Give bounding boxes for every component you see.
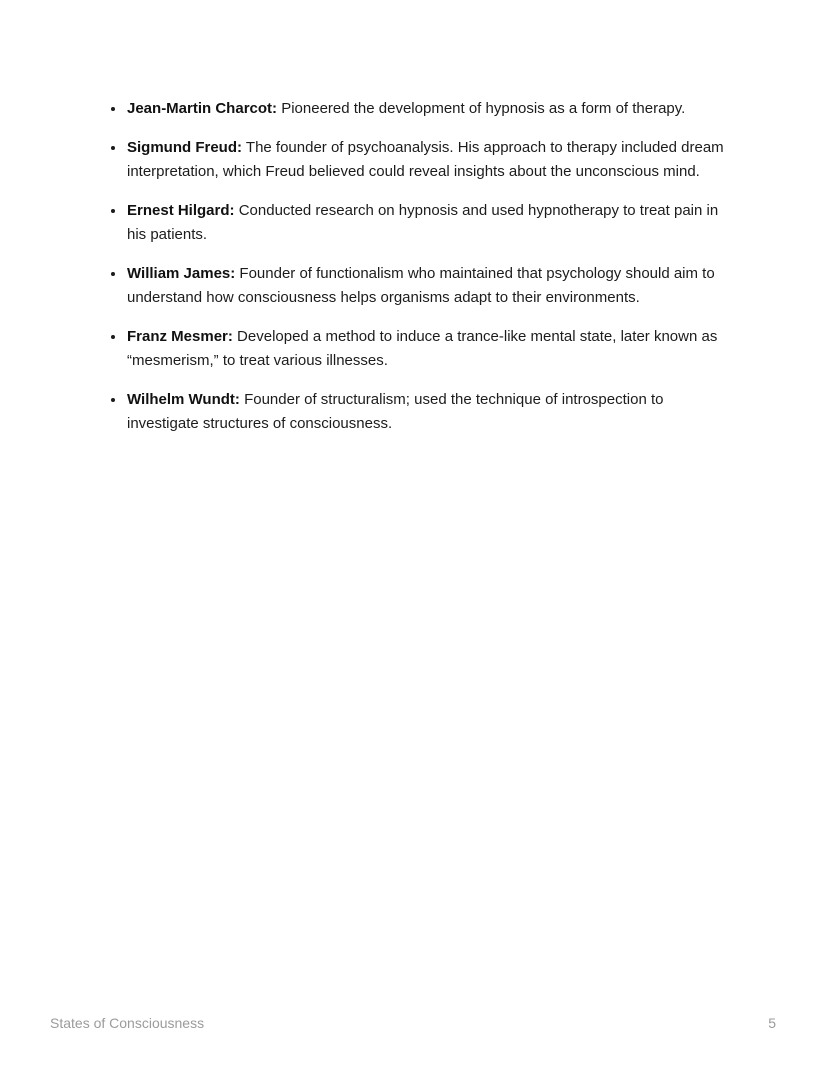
list-item	[126, 325, 731, 373]
term-description: The founder of psychoanalysis. His approach to therapy included dream interpretation, which Freud believed could reveal insights about the unconscious mind.	[127, 139, 724, 180]
list-item	[126, 97, 731, 121]
term-label: Ernest Hilgard:	[127, 202, 235, 219]
page-footer	[50, 1015, 776, 1031]
term-description: Founder of functionalism who maintained that psychology should aim to understand how consciousness helps organisms adapt to their environments.	[127, 265, 715, 306]
page-content	[0, 0, 828, 436]
term-description: Founder of structuralism; used the technique of introspection to investigate structures of consciousness.	[127, 391, 664, 432]
footer-document-title: States of Consciousness	[50, 1015, 205, 1031]
term-description: Developed a method to induce a trance-like mental state, later known as “mesmerism,” to treat various illnesses.	[127, 328, 718, 369]
term-label: William James:	[127, 265, 236, 282]
list-item	[126, 136, 731, 184]
list-item	[126, 262, 731, 310]
term-label: Jean-Martin Charcot:	[127, 100, 278, 117]
list-item	[126, 199, 731, 247]
term-label: Wilhelm Wundt:	[127, 391, 240, 408]
footer-page-number: 5	[768, 1015, 776, 1031]
term-label: Sigmund Freud:	[127, 139, 242, 156]
term-description: Pioneered the development of hypnosis as a form of therapy.	[281, 100, 686, 117]
term-label: Franz Mesmer:	[127, 328, 233, 345]
term-description: Conducted research on hypnosis and used hypnotherapy to treat pain in his patients.	[127, 202, 719, 243]
list-item	[126, 388, 731, 436]
people-list	[107, 97, 731, 436]
